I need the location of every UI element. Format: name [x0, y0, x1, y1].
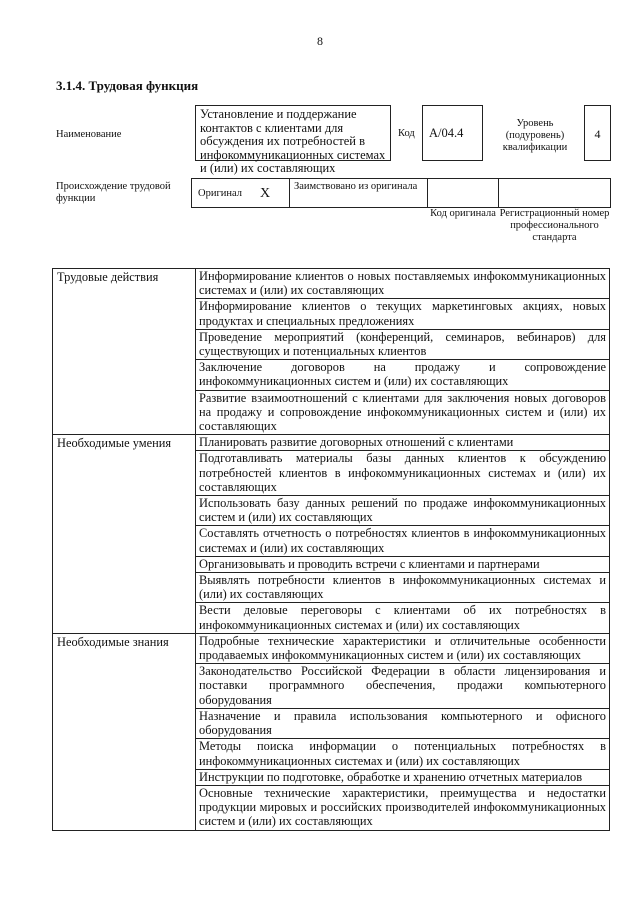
table-row	[53, 269, 610, 299]
list-item: Информирование клиентов о текущих маркетинговых акциях, новых продуктах и специальных предложениях	[196, 299, 610, 329]
table-row	[53, 435, 610, 451]
reg-number-cell	[498, 178, 611, 208]
function-name: Установление и поддержание контактов с клиентами для обсуждения их потребностей в инфокоммуникационных системах и (или) их составляющих	[195, 105, 391, 161]
list-item: Информирование клиентов о новых поставляемых инфокоммуникационных системах и (или) их составляющих	[196, 269, 610, 299]
list-item: Использовать базу данных решений по продаже инфокоммуникационных систем и (или) их составляющих	[196, 496, 610, 526]
section-title: 3.1.4. Трудовая функция	[56, 78, 199, 93]
original-cell	[191, 178, 290, 208]
section-title-knowledge: Необходимые знания	[53, 633, 196, 830]
list-item: Составлять отчетность о потребностях клиентов в инфокоммуникационных системах и (или) их составляющих	[196, 526, 610, 556]
level-value: 4	[584, 105, 611, 161]
section-title-labor-actions: Трудовые действия	[53, 269, 196, 435]
list-item: Подробные технические характеристики и отличительные особенности продаваемых инфокоммуникационных систем и (или) их составляющих	[196, 633, 610, 663]
list-item: Назначение и правила использования компьютерного и офисного оборудования	[196, 708, 610, 738]
list-item: Организовывать и проводить встречи с клиентами и партнерами	[196, 556, 610, 572]
name-label: Наименование	[56, 129, 122, 140]
list-item: Проведение мероприятий (конференций, семинаров, вебинаров) для существующих и потенциальных клиентов	[196, 329, 610, 359]
list-item: Подготавливать материалы базы данных клиентов к обсуждению потребностей клиентов в инфокоммуникационных системах и (или) их составляющих	[196, 451, 610, 496]
page-number: 8	[317, 34, 323, 48]
labor-function-table	[52, 268, 610, 831]
list-item: Методы поиска информации о потенциальных потребностях в инфокоммуникационных системах и (или) их составляющих	[196, 739, 610, 769]
origin-label: Происхождение трудовой функции	[56, 181, 171, 204]
original-label: Оригинал	[198, 188, 242, 199]
list-item: Основные технические характеристики, преимущества и недостатки продукции мировых и российских производителей инфокоммуникационных систем и (или) их составляющих	[196, 785, 610, 830]
list-item: Инструкции по подготовке, обработке и хранению отчетных материалов	[196, 769, 610, 785]
list-item: Выявлять потребности клиентов в инфокоммуникационных системах и (или) их составляющих	[196, 573, 610, 603]
code-label: Код	[398, 128, 415, 139]
level-label: Уровень (подуровень) квалификации	[502, 118, 568, 153]
list-item: Заключение договоров на продажу и сопровождение инфокоммуникационных систем и (или) их составляющих	[196, 360, 610, 390]
original-mark: X	[260, 186, 271, 201]
list-item: Развитие взаимоотношений с клиентами для заключения новых договоров на продажу и сопровождение инфокоммуникационных систем и (или) их составляющих	[196, 390, 610, 435]
list-item: Вести деловые переговоры с клиентами об их потребностях в инфокоммуникационных системах и (или) их составляющих	[196, 603, 610, 633]
code-value: A/04.4	[422, 105, 483, 161]
reg-number-label: Регистрационный номер профессионального стандарта	[499, 208, 610, 243]
list-item: Планировать развитие договорных отношений с клиентами	[196, 435, 610, 451]
list-item: Законодательство Российской Федерации в области лицензирования и поставки программного обеспечения, продажи компьютерного оборудования	[196, 664, 610, 709]
section-title-skills: Необходимые умения	[53, 435, 196, 634]
borrowed-cell: Заимствовано из оригинала	[289, 178, 428, 208]
table-row	[53, 633, 610, 663]
code-original-cell	[427, 178, 499, 208]
code-original-label: Код оригинала	[430, 208, 496, 219]
